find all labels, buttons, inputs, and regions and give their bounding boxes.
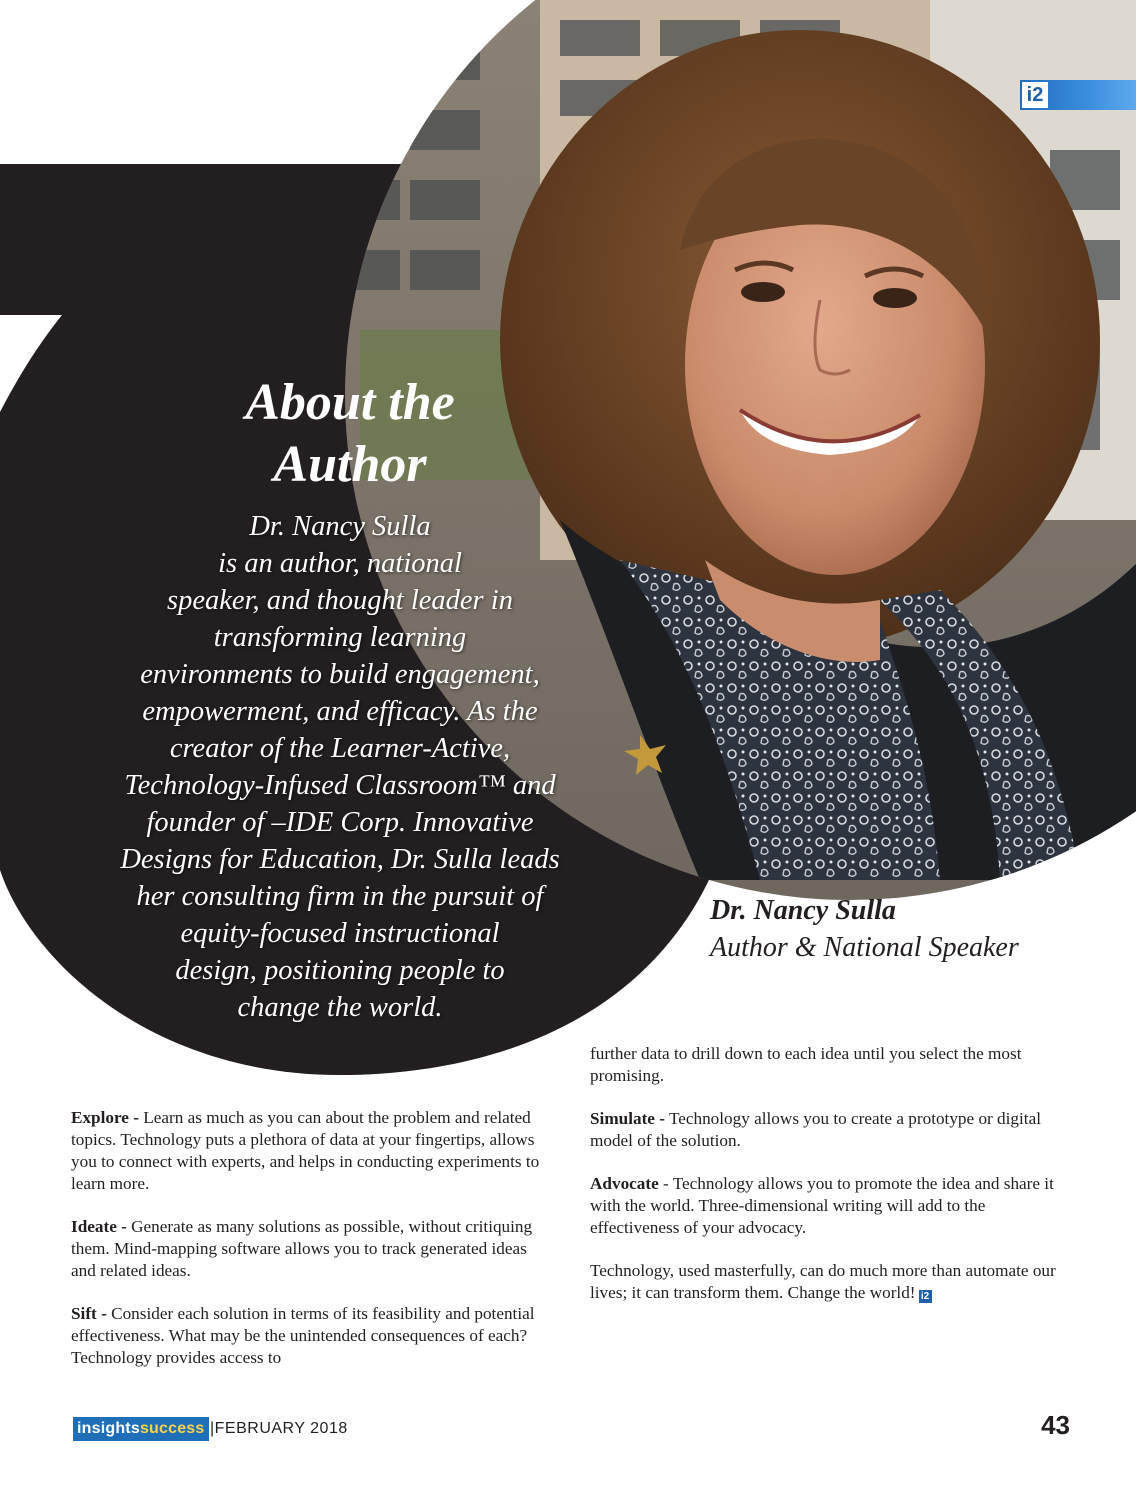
bio-line: her consulting firm in the pursuit of — [136, 881, 544, 912]
step-text: - Technology allows you to promote the idea and share it with the world. Three-dimensional writing will add to the effectiveness of your advocacy. — [590, 1174, 1054, 1237]
article-closing — [590, 1260, 1068, 1304]
step-text: Learn as much as you can about the problem and related topics. Technology puts a plethora of data at your fingertips, allows you to connect with experts, and helps in conducting experiments to learn more. — [71, 1108, 540, 1193]
article-paragraph-continued: further data to drill down to each idea until you select the most promising. — [590, 1044, 1022, 1085]
author-role: Author & National Speaker — [710, 932, 1019, 963]
photo-caption — [710, 893, 1130, 967]
article-paragraph — [71, 1107, 549, 1195]
author-name: Dr. Nancy Sulla — [710, 895, 896, 926]
article-right-column — [590, 1043, 1068, 1325]
step-term: Sift - — [71, 1304, 107, 1323]
closing-text: Technology, used masterfully, can do much more than automate our lives; it can transform them. Change the world! — [590, 1261, 1056, 1302]
step-term: Explore - — [71, 1108, 139, 1127]
i2-end-mark-icon: i2 — [919, 1290, 932, 1303]
step-term: Simulate - — [590, 1109, 665, 1128]
issue-date: |FEBRUARY 2018 — [210, 1420, 348, 1437]
step-term: Ideate - — [71, 1217, 127, 1236]
article-paragraph — [590, 1173, 1068, 1239]
bio-line: creator of the Learner-Active, — [169, 733, 511, 764]
step-text: Consider each solution in terms of its feasibility and potential effectiveness. What may be the unintended consequences of each? Technology provides access to — [71, 1304, 535, 1367]
logo-part-1: insights — [77, 1420, 140, 1437]
bio-line: speaker, and thought leader in — [167, 585, 513, 616]
bio-line: transforming learning — [213, 622, 467, 653]
bio-line: change the world. — [237, 992, 443, 1023]
step-text: Generate as many solutions as possible, without critiquing them. Mind-mapping software allows you to track generated ideas and related ideas. — [71, 1217, 533, 1280]
bio-line: equity-focused instructional — [180, 918, 500, 949]
bio-line: empowerment, and efficacy. As the — [142, 696, 538, 727]
about-title-line-2: Author — [273, 436, 427, 493]
step-term: Advocate — [590, 1174, 659, 1193]
logo-part-2: success — [139, 1420, 205, 1437]
bio-line: Designs for Education, Dr. Sulla leads — [120, 844, 560, 875]
bio-line: environments to build engagement, — [140, 659, 540, 690]
article-paragraph — [71, 1303, 549, 1369]
author-bio — [60, 508, 620, 1026]
i2-logo-icon: i2 — [1022, 82, 1048, 108]
step-text: Technology allows you to create a prototype or digital model of the solution. — [590, 1109, 1041, 1150]
about-title-line-1: About the — [245, 374, 455, 431]
about-author-title — [160, 372, 540, 496]
article-left-column — [71, 1107, 549, 1390]
page-number: 43 — [1041, 1410, 1070, 1440]
bio-line: is an author, national — [218, 548, 462, 579]
bio-line: Dr. Nancy Sulla — [249, 511, 431, 542]
bio-line: design, positioning people to — [175, 955, 505, 986]
bio-line: Technology-Infused Classroom™ and — [124, 770, 556, 801]
insights-success-logo — [73, 1417, 209, 1441]
article-paragraph — [590, 1108, 1068, 1152]
article-paragraph — [71, 1216, 549, 1282]
header-accent-tab — [1020, 80, 1136, 110]
bio-line: founder of –IDE Corp. Innovative — [146, 807, 534, 838]
